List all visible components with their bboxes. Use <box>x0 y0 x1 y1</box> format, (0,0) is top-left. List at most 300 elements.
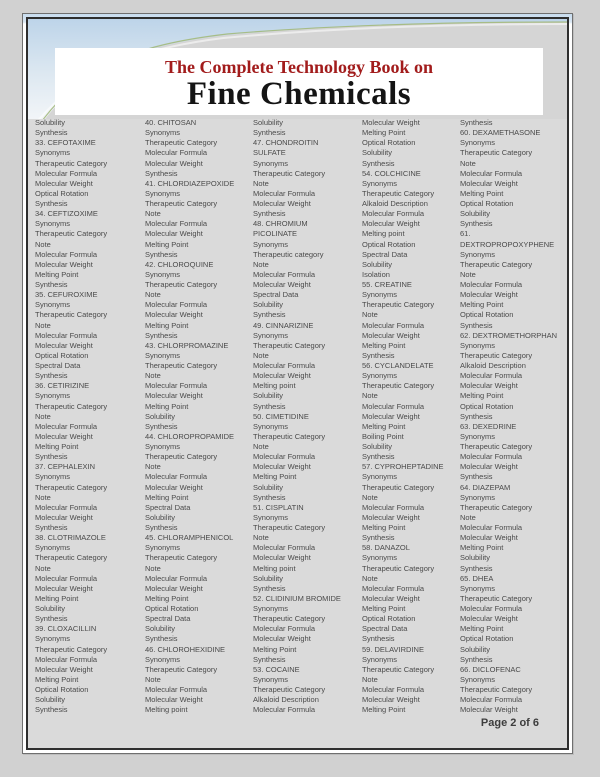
toc-column-5 <box>460 118 565 715</box>
toc-line: Synonyms <box>460 674 496 684</box>
toc-line: Molecular Formula <box>145 685 208 694</box>
toc-line: Melting Point <box>145 593 189 603</box>
toc-line: Molecular Formula <box>35 249 98 259</box>
toc-line: 41. CHLORDIAZEPOXIDE <box>145 178 235 188</box>
page-frame <box>22 13 573 754</box>
toc-line: Synonyms <box>145 654 181 664</box>
toc-line: Molecular Weight <box>362 330 420 340</box>
toc-line: Note <box>253 442 269 451</box>
toc-line: Molecular Weight <box>253 280 311 289</box>
toc-line: Note <box>35 320 51 330</box>
toc-line: 38. CLOTRIMAZOLE <box>35 533 106 543</box>
toc-line: Synthesis <box>253 492 286 502</box>
toc-line: Spectral Data <box>362 624 408 634</box>
toc-line: Molecular Formula <box>460 168 523 178</box>
toc-line: Melting Point <box>460 391 504 401</box>
toc-column-3 <box>253 118 362 715</box>
toc-line: Note <box>362 391 378 401</box>
toc-line: Note <box>460 269 476 279</box>
toc-line: Note <box>362 674 378 684</box>
toc-line: Solubility <box>35 604 66 613</box>
toc-line: Molecular Formula <box>145 573 208 583</box>
toc-line: Synthesis <box>35 280 68 289</box>
toc-line: Therapeutic Category <box>35 401 108 411</box>
toc-line: Melting Point <box>253 644 297 654</box>
toc-line: Synthesis <box>35 452 68 462</box>
toc-line: Melting Point <box>35 593 79 603</box>
toc-line: Synonyms <box>460 138 496 148</box>
toc-line: Synthesis <box>35 128 68 138</box>
toc-line: Melting Point <box>35 269 79 279</box>
toc-line: 48. CHROMIUM <box>253 219 308 229</box>
toc-line: Solubility <box>362 148 393 158</box>
toc-line: 60. DEXAMETHASONE <box>460 128 541 138</box>
toc-line: Note <box>145 371 161 381</box>
toc-line: Synonyms <box>362 290 398 300</box>
toc-line: Molecular Weight <box>362 593 420 603</box>
toc-line: Molecular Formula <box>362 209 425 219</box>
toc-line: Molecular Formula <box>253 361 316 370</box>
toc-line: Synonyms <box>35 543 71 553</box>
toc-line: Solubility <box>362 442 393 451</box>
toc-line: Therapeutic Category <box>35 158 108 168</box>
page-number: Page 2 of 6 <box>480 717 539 729</box>
toc-line: Optical Rotation <box>460 310 514 320</box>
toc-line: Therapeutic Category <box>362 188 435 198</box>
toc-line: 40. CHITOSAN <box>145 118 197 127</box>
toc-line: Note <box>145 674 161 684</box>
toc-line: Synonyms <box>253 674 289 684</box>
toc-line: Molecular Weight <box>460 533 518 543</box>
toc-line: Note <box>35 492 51 502</box>
toc-line: Synthesis <box>460 411 493 421</box>
toc-line: Synthesis <box>35 705 68 715</box>
toc-line: Therapeutic Category <box>460 442 533 451</box>
toc-line: Therapeutic Category <box>145 280 218 289</box>
toc-line: Synthesis <box>362 452 395 462</box>
toc-line: Melting Point <box>145 401 189 411</box>
toc-line: Boiling Point <box>362 431 404 441</box>
toc-line: Optical Rotation <box>35 350 89 360</box>
toc-line: Note <box>460 158 476 168</box>
toc-line: Synonyms <box>362 654 398 664</box>
toc-line: Molecular Formula <box>253 705 316 715</box>
toc-line: Synonyms <box>460 340 496 350</box>
toc-line: Synonyms <box>362 371 398 381</box>
toc-line: 44. CHLOROPROPAMIDE <box>145 431 235 441</box>
toc-line: Molecular Weight <box>145 158 203 168</box>
toc-line: Therapeutic Category <box>145 553 218 563</box>
toc-line: Molecular Formula <box>35 330 98 340</box>
toc-line: Synonyms <box>145 350 181 360</box>
toc-line: Molecular Weight <box>253 634 311 644</box>
toc-line: Therapeutic Category <box>35 229 108 239</box>
toc-line: Therapeutic Category <box>35 644 108 654</box>
toc-line: Molecular Formula <box>253 269 316 279</box>
toc-line: Molecular Weight <box>145 695 203 705</box>
toc-line: 56. CYCLANDELATE <box>362 361 434 370</box>
toc-line: Synthesis <box>253 401 286 411</box>
toc-line: Therapeutic Category <box>362 664 435 674</box>
toc-line: Molecular Formula <box>35 168 98 178</box>
toc-line: Note <box>145 290 161 300</box>
toc-line: Solubility <box>253 573 284 583</box>
toc-line: Synthesis <box>145 168 178 178</box>
toc-line: Synthesis <box>362 634 395 644</box>
toc-line: Melting Point <box>145 492 189 502</box>
toc-line: Alkaloid Description <box>253 695 319 705</box>
toc-line: Molecular Weight <box>35 178 93 188</box>
toc-line: Molecular Formula <box>460 523 523 532</box>
toc-line: Optical Rotation <box>460 401 514 411</box>
toc-line: Synthesis <box>253 583 286 593</box>
toc-line: Molecular Formula <box>460 280 523 289</box>
toc-line: Molecular Weight <box>460 381 518 391</box>
toc-line: Synonyms <box>35 148 71 158</box>
toc-column-1 <box>35 118 145 715</box>
toc-line: Synthesis <box>35 523 68 532</box>
toc-line: 47. CHONDROITIN <box>253 138 319 148</box>
toc-line: Synthesis <box>35 371 68 381</box>
toc-line: 42. CHLOROQUINE <box>145 259 214 269</box>
toc-line: Solubility <box>145 624 176 634</box>
toc-line: Synthesis <box>460 320 493 330</box>
toc-line: Molecular Formula <box>145 300 208 310</box>
toc-line: Note <box>145 209 161 219</box>
toc-line: Melting Point <box>253 472 297 482</box>
toc-columns <box>28 118 567 715</box>
toc-line: Molecular Formula <box>145 148 208 158</box>
toc-line: Synonyms <box>35 300 71 310</box>
toc-line: Note <box>253 350 269 360</box>
toc-line: Melting point <box>362 229 405 239</box>
toc-line: Therapeutic Category <box>35 482 108 492</box>
toc-line: Molecular Weight <box>35 431 93 441</box>
toc-line: Optical Rotation <box>460 199 514 208</box>
toc-line: Synthesis <box>253 209 286 219</box>
toc-line: Molecular Weight <box>145 583 203 593</box>
toc-line: Synonyms <box>460 492 496 502</box>
toc-line: Solubility <box>362 259 393 269</box>
toc-line: Synonyms <box>35 472 71 482</box>
toc-line: PICOLINATE <box>253 229 298 239</box>
toc-line: Melting Point <box>460 543 504 553</box>
toc-line: 36. CETIRIZINE <box>35 381 90 391</box>
toc-line: 64. DIAZEPAM <box>460 482 511 492</box>
toc-line: Synthesis <box>460 654 493 664</box>
toc-line: Melting Point <box>362 421 406 431</box>
toc-line: Molecular Weight <box>460 178 518 188</box>
toc-line: Note <box>35 411 51 421</box>
toc-line: Synonyms <box>460 583 496 593</box>
toc-line: 63. DEXEDRINE <box>460 421 517 431</box>
toc-line: Solubility <box>35 118 66 127</box>
toc-line: Melting Point <box>145 320 189 330</box>
toc-line: 53. COCAINE <box>253 664 300 674</box>
toc-line: Solubility <box>253 391 284 401</box>
toc-line: Solubility <box>253 482 284 492</box>
toc-line: Solubility <box>253 300 284 310</box>
toc-line: Molecular Formula <box>35 502 98 512</box>
toc-line: Synthesis <box>460 219 493 229</box>
toc-line: 45. CHLORAMPHENICOL <box>145 533 234 543</box>
toc-line: Therapeutic Category <box>460 350 533 360</box>
toc-line: Synonyms <box>145 269 181 279</box>
toc-line: Molecular Weight <box>460 705 518 715</box>
toc-line: Synonyms <box>253 512 289 522</box>
toc-line: Synonyms <box>253 604 289 613</box>
toc-line: Therapeutic Category <box>253 523 326 532</box>
toc-line: SULFATE <box>253 148 286 158</box>
toc-line: Melting Point <box>362 340 406 350</box>
toc-line: Therapeutic Category <box>253 614 326 624</box>
toc-line: Melting Point <box>460 188 504 198</box>
toc-line: Note <box>253 259 269 269</box>
toc-line: Synonyms <box>253 239 289 249</box>
toc-line: Therapeutic Category <box>253 168 326 178</box>
toc-line: Molecular Weight <box>460 614 518 624</box>
toc-line: Molecular Formula <box>145 381 208 391</box>
toc-line: 57. CYPROHEPTADINE <box>362 462 444 472</box>
page <box>26 17 569 750</box>
toc-line: Note <box>35 239 51 249</box>
toc-line: Therapeutic Category <box>362 300 435 310</box>
toc-line: Molecular Weight <box>362 512 420 522</box>
toc-line: Note <box>362 492 378 502</box>
toc-line: Molecular Formula <box>362 502 425 512</box>
toc-line: Synthesis <box>460 118 493 127</box>
toc-line: Molecular Formula <box>253 543 316 553</box>
toc-line: Melting point <box>253 563 296 573</box>
toc-line: Synthesis <box>253 310 286 320</box>
toc-line: Optical Rotation <box>145 604 199 613</box>
toc-line: 51. CISPLATIN <box>253 502 304 512</box>
toc-line: Molecular Formula <box>362 583 425 593</box>
toc-line: Therapeutic Category <box>253 340 326 350</box>
toc-line: Synonyms <box>362 178 398 188</box>
toc-line: Note <box>460 512 476 522</box>
toc-line: 43. CHLORPROMAZINE <box>145 340 229 350</box>
toc-line: DEXTROPROPOXYPHENE <box>460 239 555 249</box>
toc-line: Alkaloid Description <box>362 199 428 208</box>
toc-line: Molecular Weight <box>362 411 420 421</box>
toc-line: Synonyms <box>460 431 496 441</box>
toc-line: 46. CHLOROHEXIDINE <box>145 644 226 654</box>
toc-line: Therapeutic category <box>253 249 324 259</box>
toc-line: Synthesis <box>362 350 395 360</box>
toc-line: Synthesis <box>35 199 68 208</box>
toc-line: Therapeutic Category <box>362 563 435 573</box>
toc-line: Molecular Weight <box>253 462 311 472</box>
toc-column-2 <box>145 118 253 715</box>
toc-line: Molecular Formula <box>460 695 523 705</box>
toc-line: Synthesis <box>35 614 68 624</box>
toc-line: Synthesis <box>362 533 395 543</box>
toc-line: Melting Point <box>362 705 406 715</box>
toc-line: Therapeutic Category <box>35 553 108 563</box>
toc-line: Synonyms <box>362 553 398 563</box>
toc-line: Solubility <box>253 118 284 127</box>
toc-line: Therapeutic Category <box>460 685 533 694</box>
toc-line: Molecular Weight <box>35 583 93 593</box>
toc-line: Synthesis <box>145 421 178 431</box>
toc-line: 65. DHEA <box>460 573 494 583</box>
toc-line: Synonyms <box>362 472 398 482</box>
toc-line: Synonyms <box>35 391 71 401</box>
toc-line: Molecular Weight <box>253 553 311 563</box>
toc-line: Molecular Weight <box>145 310 203 320</box>
toc-line: Synthesis <box>145 634 178 644</box>
toc-line: Molecular Weight <box>253 371 311 381</box>
toc-column-4 <box>362 118 460 715</box>
toc-line: Synonyms <box>460 249 496 259</box>
toc-line: Molecular Formula <box>460 452 523 462</box>
toc-line: Melting point <box>145 705 188 715</box>
toc-line: Spectral Data <box>253 290 299 300</box>
toc-line: Molecular Weight <box>35 259 93 269</box>
toc-line: Melting Point <box>35 674 79 684</box>
toc-line: Optical Rotation <box>362 138 416 148</box>
toc-line: Synthesis <box>145 249 178 259</box>
toc-line: Synonyms <box>253 158 289 168</box>
toc-line: Melting Point <box>362 523 406 532</box>
toc-line: Molecular Formula <box>145 472 208 482</box>
toc-line: Note <box>362 573 378 583</box>
toc-line: Solubility <box>145 512 176 522</box>
toc-line: Molecular Formula <box>460 371 523 381</box>
toc-line: Melting Point <box>362 604 406 613</box>
toc-line: 54. COLCHICINE <box>362 168 421 178</box>
toc-line: Synthesis <box>460 472 493 482</box>
toc-line: 62. DEXTROMETHORPHAN <box>460 330 558 340</box>
toc-line: Synthesis <box>253 128 286 138</box>
title-box <box>55 48 543 115</box>
toc-line: Molecular Weight <box>362 695 420 705</box>
toc-line: Synonyms <box>145 543 181 553</box>
toc-line: Molecular Formula <box>362 685 425 694</box>
book-subtitle: The Complete Technology Book on <box>164 57 434 77</box>
toc-line: Note <box>253 178 269 188</box>
toc-line: 52. CLIDINIUM BROMIDE <box>253 593 341 603</box>
toc-line: Therapeutic Category <box>35 310 108 320</box>
toc-line: Molecular Formula <box>145 219 208 229</box>
toc-line: Molecular Formula <box>460 604 523 613</box>
toc-line: Note <box>253 533 269 543</box>
toc-line: Molecular Weight <box>35 664 93 674</box>
toc-line: Molecular Weight <box>460 290 518 300</box>
toc-line: Solubility <box>460 553 491 563</box>
toc-line: Solubility <box>460 644 491 654</box>
toc-line: 61. <box>460 229 471 239</box>
toc-line: Spectral Data <box>35 361 81 370</box>
toc-line: Synonyms <box>35 634 71 644</box>
toc-line: Therapeutic Category <box>460 593 533 603</box>
toc-line: Molecular Formula <box>253 624 316 634</box>
toc-line: Melting Point <box>145 239 189 249</box>
toc-line: Therapeutic Category <box>460 502 533 512</box>
toc-line: Solubility <box>145 411 176 421</box>
toc-line: Therapeutic Category <box>145 664 218 674</box>
toc-line: Optical Rotation <box>35 188 89 198</box>
toc-line: 34. CEFTIZOXIME <box>35 209 98 219</box>
toc-line: Molecular Formula <box>362 320 425 330</box>
toc-line: Alkaloid Description <box>460 361 526 370</box>
toc-line: 39. CLOXACILLIN <box>35 624 97 634</box>
toc-line: Therapeutic Category <box>460 259 533 269</box>
toc-line: Molecular Weight <box>460 462 518 472</box>
toc-line: Molecular Formula <box>35 573 98 583</box>
toc-line: Note <box>145 462 161 472</box>
toc-line: Optical Rotation <box>362 239 416 249</box>
toc-line: 50. CIMETIDINE <box>253 411 309 421</box>
toc-line: Optical Rotation <box>460 634 514 644</box>
toc-line: Molecular Formula <box>35 654 98 664</box>
toc-line: Synthesis <box>145 330 178 340</box>
toc-line: Therapeutic Category <box>460 148 533 158</box>
toc-line: Note <box>145 563 161 573</box>
toc-line: Synthesis <box>145 523 178 532</box>
toc-line: Solubility <box>35 695 66 705</box>
toc-line: Optical Rotation <box>35 685 89 694</box>
toc-line: Isolation <box>362 269 390 279</box>
toc-line: Molecular Formula <box>253 188 316 198</box>
toc-line: Synthesis <box>362 158 395 168</box>
book-title: Fine Chemicals <box>186 76 412 112</box>
toc-line: 55. CREATINE <box>362 280 412 289</box>
toc-line: 58. DANAZOL <box>362 543 410 553</box>
toc-line: Synonyms <box>253 330 289 340</box>
toc-line: Molecular Formula <box>253 452 316 462</box>
toc-line: Molecular Weight <box>35 512 93 522</box>
toc-line: Therapeutic Category <box>253 685 326 694</box>
toc-line: Melting Point <box>35 442 79 451</box>
toc-line: 35. CEFUROXIME <box>35 290 98 300</box>
toc-line: Optical Rotation <box>362 614 416 624</box>
toc-line: Therapeutic Category <box>145 199 218 208</box>
toc-line: Synonyms <box>145 188 181 198</box>
toc-line: Synonyms <box>145 442 181 451</box>
toc-line: 49. CINNARIZINE <box>253 320 314 330</box>
toc-line: 33. CEFOTAXIME <box>35 138 96 148</box>
toc-line: Melting point <box>253 381 296 391</box>
toc-line: Therapeutic Category <box>145 452 218 462</box>
toc-line: Therapeutic Category <box>362 381 435 391</box>
toc-line: Molecular Weight <box>145 482 203 492</box>
toc-line: Synonyms <box>145 128 181 138</box>
toc-line: Synonyms <box>253 421 289 431</box>
toc-line: 37. CEPHALEXIN <box>35 462 96 472</box>
toc-line: Melting Point <box>460 624 504 634</box>
toc-line: 66. DICLOFENAC <box>460 664 521 674</box>
toc-line: Melting Point <box>460 300 504 310</box>
toc-line: Note <box>362 310 378 320</box>
toc-line: Molecular Weight <box>362 219 420 229</box>
toc-line: Molecular Weight <box>253 199 311 208</box>
toc-line: 59. DELAVIRDINE <box>362 644 424 654</box>
toc-line: Molecular Formula <box>35 421 98 431</box>
toc-line: Therapeutic Category <box>253 431 326 441</box>
toc-line: Therapeutic Category <box>362 482 435 492</box>
toc-line: Melting Point <box>362 128 406 138</box>
toc-line: Spectral Data <box>145 614 191 624</box>
toc-line: Spectral Data <box>362 249 408 259</box>
toc-line: Molecular Weight <box>35 340 93 350</box>
toc-line: Note <box>35 563 51 573</box>
toc-line: Synonyms <box>35 219 71 229</box>
toc-line: Molecular Weight <box>145 391 203 401</box>
toc-line: Therapeutic Category <box>145 138 218 148</box>
toc-line: Molecular Formula <box>362 401 425 411</box>
